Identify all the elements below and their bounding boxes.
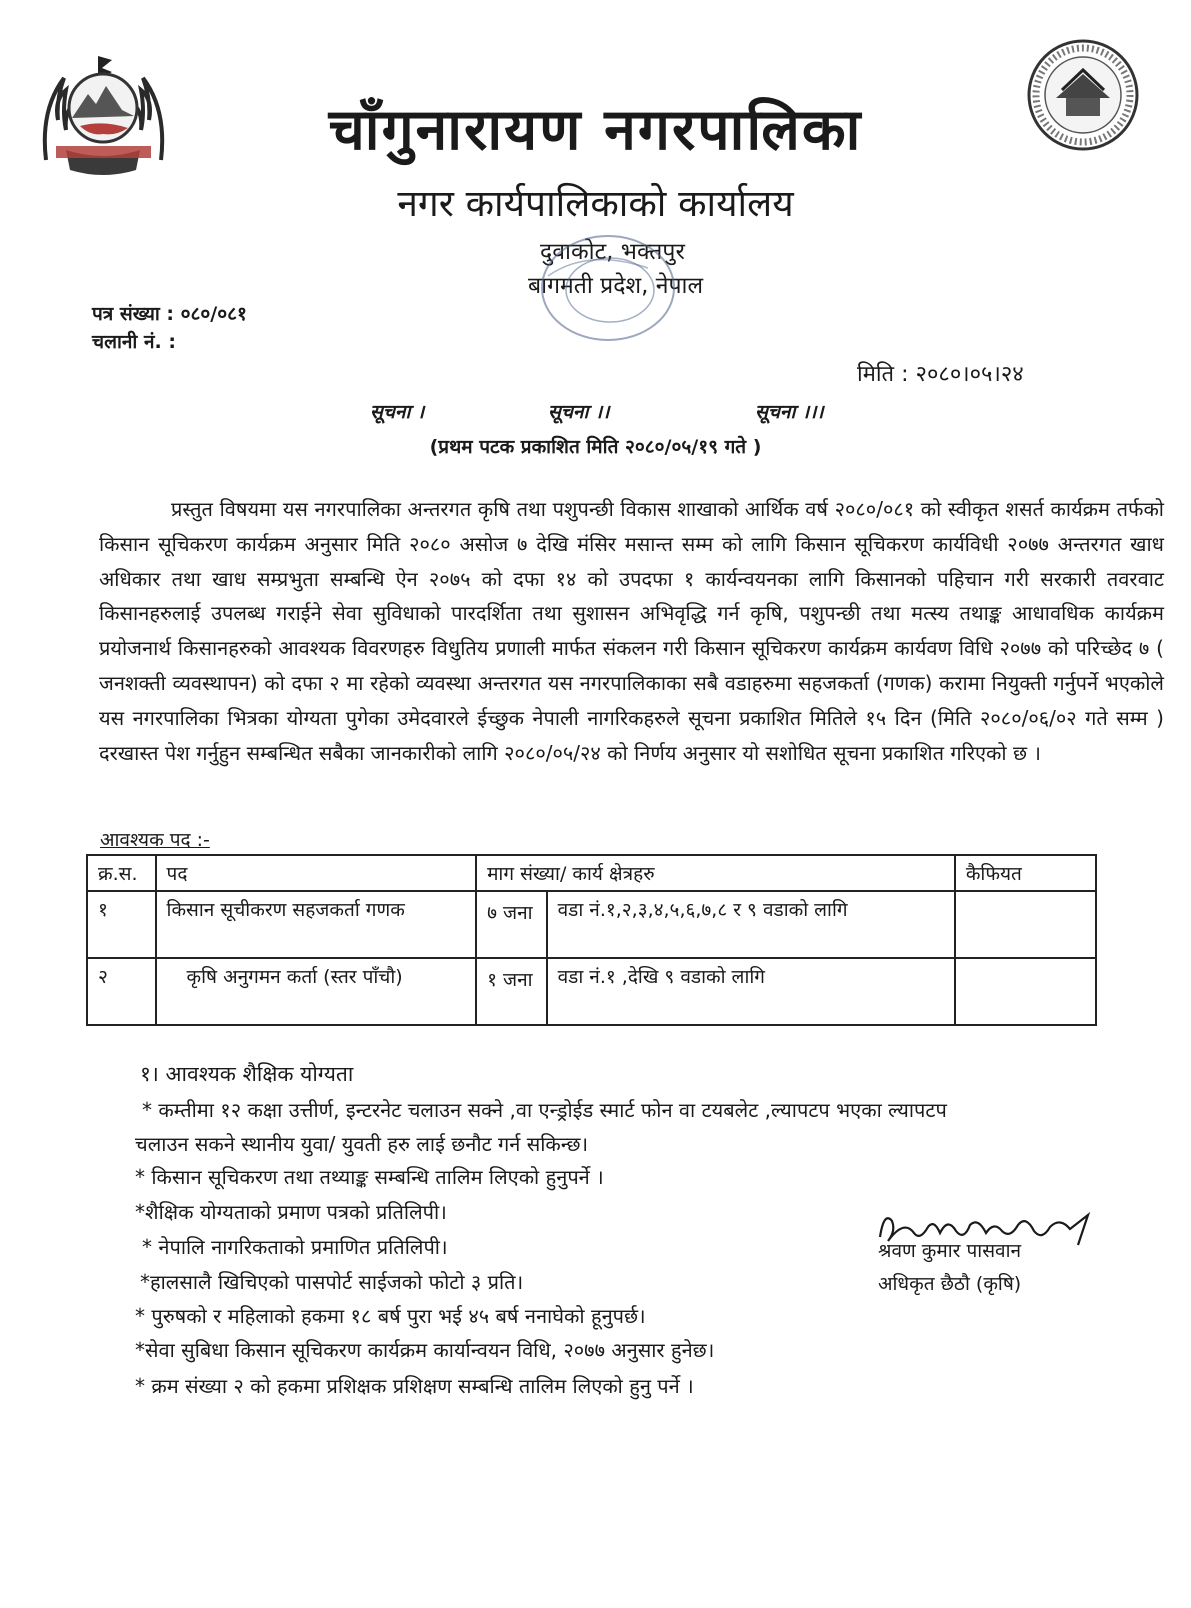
letter-date: मिति : २०८०।०५।२४ bbox=[857, 362, 1024, 387]
qualification-item: * किसान सूचिकरण तथा तथ्याङ्क सम्बन्धि तालिम लिएको हुनुपर्ने । bbox=[135, 1165, 604, 1189]
row-sn: १ bbox=[87, 891, 156, 958]
table-header-row bbox=[87, 855, 1096, 891]
table-row bbox=[87, 891, 1096, 958]
posts-table bbox=[86, 854, 1097, 1026]
signatory-designation: अधिकृत छैठौ (कृषि) bbox=[878, 1273, 1022, 1295]
notice-label-2: सूचना ।। bbox=[548, 401, 610, 423]
office-subtitle: नगर कार्यपालिकाको कार्यालय bbox=[397, 182, 794, 225]
qualification-item: * क्रम संख्या २ को हकमा प्रशिक्षक प्रशिक्षण सम्बन्धि तालिम लिएको हुनु पर्ने । bbox=[135, 1374, 694, 1398]
qualification-item: *सेवा सुबिधा किसान सूचिकरण कार्यक्रम कार्यान्वयन विधि, २०७७ अनुसार हुनेछ। bbox=[135, 1338, 715, 1362]
row-post: किसान सूचीकरण सहजकर्ता गणक bbox=[156, 891, 477, 958]
column-header-post: पद bbox=[156, 855, 477, 891]
signatory-name: श्रवण कुमार पासवान bbox=[878, 1240, 1022, 1262]
required-posts-label: आवश्यक पद :- bbox=[100, 829, 210, 851]
row-area: वडा नं.१,२,३,४,५,६,७,८ र ९ वडाको लागि bbox=[547, 891, 955, 958]
page-title: चाँगुनारायण नगरपालिका bbox=[328, 97, 863, 163]
qualification-item: *शैक्षिक योग्यताको प्रमाण पत्रको प्रतिलिपी। bbox=[135, 1200, 447, 1224]
office-stamp-icon bbox=[528, 228, 688, 358]
qualifications-heading: १। आवश्यक शैक्षिक योग्यता bbox=[140, 1062, 354, 1086]
notice-label-1: सूचना । bbox=[370, 401, 425, 423]
qualification-item: * कम्तीमा १२ कक्षा उत्तीर्ण, इन्टरनेट चलाउन सक्ने ,वा एन्ड्रोईड स्मार्ट फोन वा टयबलेट ,ल्यापटप भएका ल्यापटप bbox=[142, 1098, 947, 1122]
notice-label-3: सूचना ।।। bbox=[755, 401, 824, 423]
column-header-remarks: कैफियत bbox=[955, 855, 1096, 891]
qualification-item: * पुरुषको र महिलाको हकमा १८ बर्ष पुरा भई ४५ बर्ष ननाघेको हूनुपर्छ। bbox=[135, 1304, 646, 1328]
column-header-sn: क्र.स. bbox=[87, 855, 156, 891]
dispatch-number: चलानी नं. : bbox=[92, 331, 176, 353]
row-remarks bbox=[955, 958, 1096, 1025]
row-sn: २ bbox=[87, 958, 156, 1025]
column-header-count-area: माग संख्या/ कार्य क्षेत्रहरु bbox=[476, 855, 955, 891]
row-count: ७ जना bbox=[476, 891, 547, 958]
qualification-item: चलाउन सकने स्थानीय युवा/ युवती हरु लाई छनौट गर्न सकिन्छ। bbox=[135, 1132, 589, 1156]
qualification-item: * नेपालि नागरिकताको प्रमाणित प्रतिलिपी। bbox=[142, 1235, 448, 1259]
first-published-date: (प्रथम पटक प्रकाशित मिति २०८०/०५/१९ गते ) bbox=[429, 436, 762, 458]
notice-body-paragraph: प्रस्तुत विषयमा यस नगरपालिका अन्तरगत कृषि तथा पशुपन्छी विकास शाखाको आर्थिक वर्ष २०८०/०८१ को स्वीकृत शसर्त कार्यक्रम तर्फको किसान सूचिकरण कार्यक्रम अनुसार मिति २०८० असोज ७ देखि मंसिर मसान्त सम्म को लागि किसान सूचिकरण कार्यविधी २०७७ अन्तरगत खाध अधिकार तथा खाध सम्प्रभुता सम्बन्धि ऐन २०७५ को दफा १४ को उपदफा १ कार्यन्वयनका लागि किसानको पहिचान गरी सरकारी तवरवाट किसानहरुलाई उपलब्ध गराईने सेवा सुविधाको पारदर्शिता तथा सुशासन अभिवृद्धि गर्न कृषि, पशुपन्छी तथा मत्स्य तथाङ्क आधावधिक कार्यक्रम प्रयोजनार्थ किसानहरुको आवश्यक विवरणहरु विधुतिय प्रणाली मार्फत संकलन गरी किसान सूचिकरण कार्यक्रम कार्यवण विधि २०७७ को परिच्छेद ७ ( जनशक्ती व्यवस्थापन) को दफा २ मा रहेको व्यवस्था अन्तरगत यस नगरपालिकाका सबै वडाहरुमा सहजकर्ता (गणक) करामा नियुक्ती गर्नुपर्ने भएकोले यस नगरपालिका भित्रका योग्यता पुगेका उमेदवारले ईच्छुक नेपाली नागरिकहरुले सूचना प्रकाशित मितिले १५ दिन (मिति २०८०/०६/०२ गते सम्म ) दरखास्त पेश गर्नुहुन सम्बन्धित सबैका जानकारीको लागि २०८०/०५/२४ को निर्णय अनुसार यो सशोधित सूचना प्रकाशित गरिएको छ । bbox=[99, 497, 1164, 765]
row-remarks bbox=[955, 891, 1096, 958]
table-row bbox=[87, 958, 1096, 1025]
row-area: वडा नं.१ ,देखि ९ वडाको लागि bbox=[547, 958, 955, 1025]
address-line-2: बागमती प्रदेश, नेपाल bbox=[528, 273, 704, 299]
row-count: १ जना bbox=[476, 958, 547, 1025]
letter-number: पत्र संख्या : ०८०/०८१ bbox=[92, 303, 247, 325]
row-post: कृषि अनुगमन कर्ता (स्तर पाँचौ) bbox=[156, 958, 477, 1025]
address-line-1: दुवाकोट, भक्तपुर bbox=[540, 239, 685, 265]
qualification-item: *हालसालै खिचिएको पासपोर्ट साईजको फोटो ३ प्रति। bbox=[140, 1270, 524, 1294]
